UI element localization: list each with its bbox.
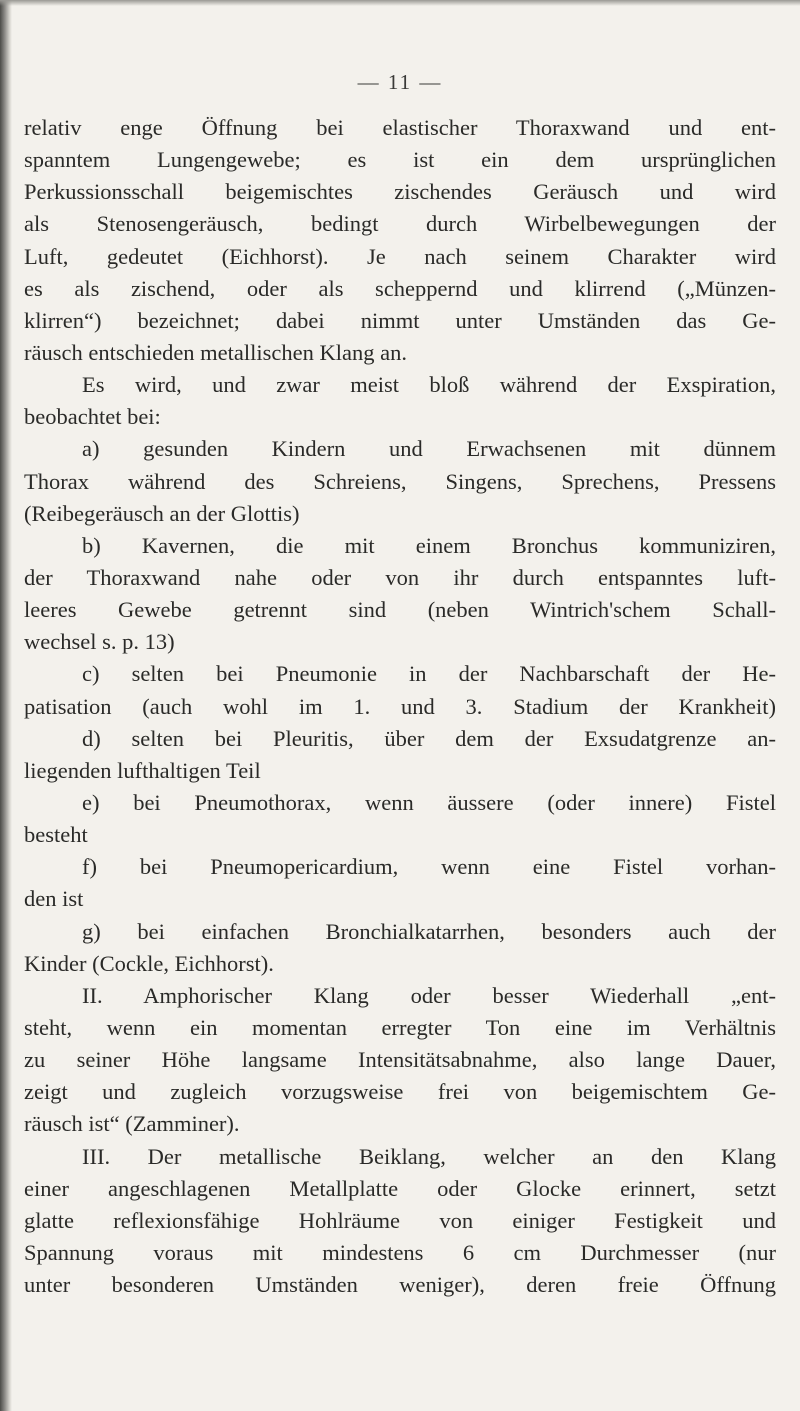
text-line: klirren“) bezeichnet; dabei nimmt unter Umständen das Ge- — [24, 307, 776, 333]
text-line: wechsel s. p. 13) — [24, 629, 175, 655]
text-line: liegenden lufthaltigen Teil — [24, 757, 261, 783]
text-line: der Thoraxwand nahe oder von ihr durch entspanntes luft- — [24, 564, 776, 590]
body-text — [24, 112, 776, 1301]
text-line: III. Der metallische Beiklang, welcher an den Klang — [82, 1143, 776, 1169]
text-line: glatte reflexionsfähige Hohlräume von einiger Festigkeit und — [24, 1207, 776, 1233]
text-line: patisation (auch wohl im 1. und 3. Stadium der Krankheit) — [24, 693, 776, 719]
text-line: Luft, gedeutet (Eichhorst). Je nach seinem Charakter wird — [24, 243, 776, 269]
text-line: a) gesunden Kindern und Erwachsenen mit dünnem — [82, 436, 776, 462]
text-line: zu seiner Höhe langsame Intensitätsabnahme, also lange Dauer, — [24, 1047, 776, 1073]
text-line: g) bei einfachen Bronchialkatarrhen, besonders auch der — [82, 918, 776, 944]
text-line: als Stenosengeräusch, bedingt durch Wirbelbewegungen der — [24, 211, 776, 237]
text-line: einer angeschlagenen Metallplatte oder Glocke erinnert, setzt — [24, 1175, 776, 1201]
text-line: b) Kavernen, die mit einem Bronchus kommuniziren, — [82, 532, 776, 558]
text-line: (Reibegeräusch an der Glottis) — [24, 500, 300, 526]
text-line: Thorax während des Schreiens, Singens, Sprechens, Pressens — [24, 468, 776, 494]
text-line: f) bei Pneumopericardium, wenn eine Fistel vorhan- — [82, 854, 776, 880]
text-line: Spannung voraus mit mindestens 6 cm Durchmesser (nur — [24, 1239, 776, 1265]
text-line: zeigt und zugleich vorzugsweise frei von beigemischtem Ge- — [24, 1079, 776, 1105]
text-line: steht, wenn ein momentan erregter Ton eine im Verhältnis — [24, 1014, 776, 1040]
text-line: II. Amphorischer Klang oder besser Wiederhall „ent- — [82, 982, 776, 1008]
text-line: c) selten bei Pneumonie in der Nachbarschaft der He- — [82, 661, 776, 687]
text-line: den ist — [24, 886, 84, 912]
text-line: räusch ist“ (Zamminer). — [24, 1111, 240, 1137]
text-line: es als zischend, oder als scheppernd und klirrend („Münzen- — [24, 275, 776, 301]
text-line: besteht — [24, 822, 88, 848]
page-binding-shadow — [0, 0, 12, 1411]
text-line: Perkussionsschall beigemischtes zischendes Geräusch und wird — [24, 179, 776, 205]
text-line: Kinder (Cockle, Eichhorst). — [24, 950, 274, 976]
text-line: räusch entschieden metallischen Klang an. — [24, 339, 407, 365]
text-line: d) selten bei Pleuritis, über dem der Exsudatgrenze an- — [82, 725, 776, 751]
text-line: beobachtet bei: — [24, 404, 161, 430]
text-line: spanntem Lungengewebe; es ist ein dem ursprünglichen — [24, 147, 776, 173]
page-number: — 11 — — [357, 70, 443, 94]
text-line: Es wird, und zwar meist bloß während der Exspiration, — [82, 372, 776, 398]
text-line: unter besonderen Umständen weniger), deren freie Öffnung — [24, 1272, 776, 1298]
text-line: leeres Gewebe getrennt sind (neben Wintrich'schem Schall- — [24, 597, 776, 623]
text-line: e) bei Pneumothorax, wenn äussere (oder innere) Fistel — [82, 789, 776, 815]
text-line: relativ enge Öffnung bei elastischer Thoraxwand und ent- — [24, 115, 776, 140]
page-top-shadow — [0, 0, 800, 6]
